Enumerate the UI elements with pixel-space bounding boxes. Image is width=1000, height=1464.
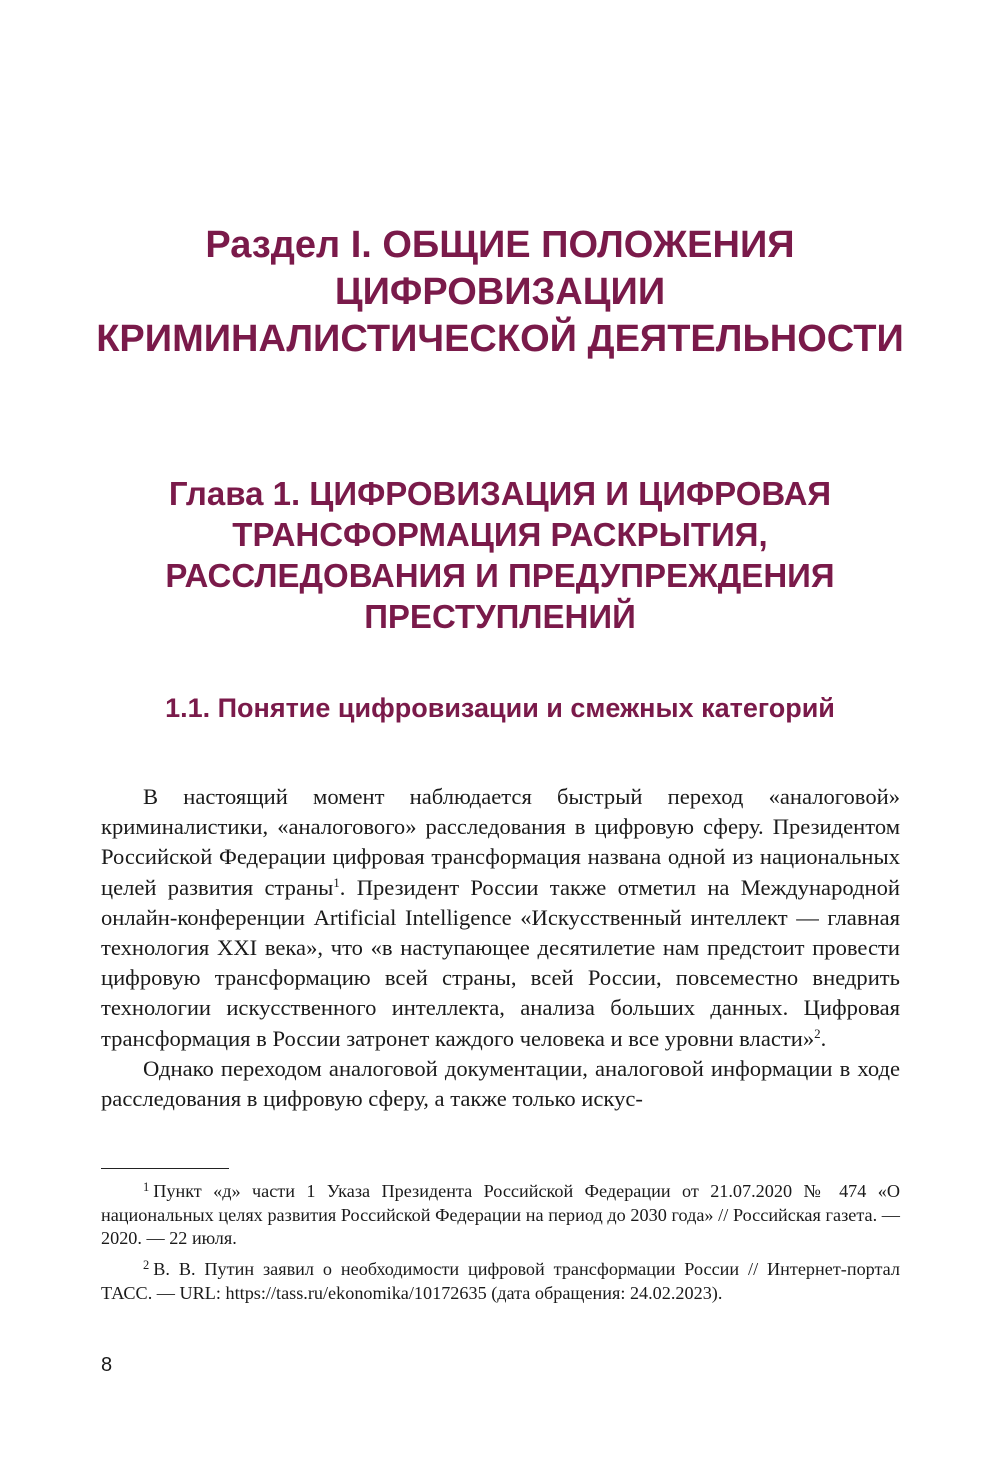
chapter-title: Глава 1. ЦИФРОВИЗАЦИЯ И ЦИФРОВАЯ ТРАНСФОРМАЦИЯ РАСКРЫТИЯ, РАССЛЕДОВАНИЯ И ПРЕДУПРЕЖДЕНИЯ ПРЕСТУПЛЕНИЙ [165,475,835,635]
footnotes [101,1180,900,1313]
footnote-1-mark: 1 [143,1180,150,1194]
footnote-2-mark: 2 [143,1258,150,1273]
paragraph-1-text-c: . [820,1025,827,1051]
footnote-2 [101,1258,900,1305]
paragraph-1-text-a: В настоящий момент наблюдается быстрый переход «аналоговой» криминалистики, «аналогового» расследования в цифровую сферу. Президентом Российской Федерации цифровая трансформация названа одной из национальных целей развития страны [101,784,900,900]
section-title: Раздел I. ОБЩИЕ ПОЛОЖЕНИЯ ЦИФРОВИЗАЦИИ КРИМИНАЛИСТИЧЕСКОЙ ДЕЯТЕЛЬНОСТИ [96,224,904,360]
subsection-title: 1.1. Понятие цифровизации и смежных категорий [165,693,835,723]
footnote-ref-1[interactable]: 1 [333,874,340,890]
footnote-ref-2[interactable]: 2 [814,1025,821,1041]
footnote-divider [101,1168,229,1169]
paragraph-1-text-b: . Президент России также отметил на Международной онлайн-конференции Artificial Intelligence «Искусственный интеллект — главная технология XXI века», что «в наступающее десятилетие нам предстоит провести цифровую трансформацию всей страны, всей России, повсеместно внедрить технологии искусственного интеллекта, анализа больших данных. Цифровая трансформация в России затронет каждого человека и все уровни власти» [101,874,901,1051]
footnote-2-text: В. В. Путин заявил о необходимости цифровой трансформации России // Интернет-портал ТАСС. — URL: https://tass.ru/ekonomika/10172635 (дата обращения: 24.02.2023). [101,1259,900,1303]
body-text [101,782,900,1114]
paragraph-2: Однако переходом аналоговой документации, аналоговой информации в ходе расследования в цифровую сферу, а также только искус- [101,1055,900,1112]
page-number: 8 [101,1354,113,1376]
paragraph-1 [101,782,900,1054]
footnote-1-text: Пункт «д» части 1 Указа Президента Российской Федерации от 21.07.2020 № 474 «О национальных целях развития Российской Федерации на период до 2030 года» // Российская газета. — 2020. — 22 июля. [101,1181,900,1249]
footnote-1 [101,1180,900,1251]
